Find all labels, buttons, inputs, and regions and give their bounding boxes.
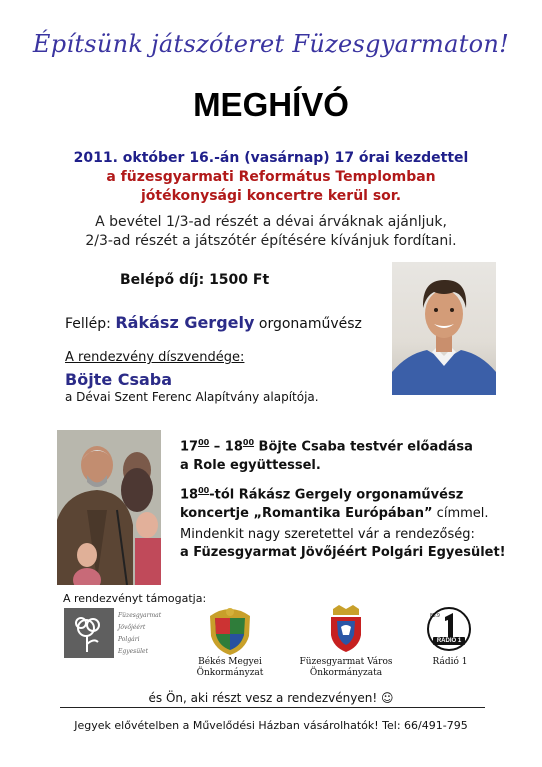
- event-venue: a füzesgyarmati Református Templomban: [106, 169, 436, 185]
- event-purpose: jótékonysági koncertre kerül sor.: [140, 188, 402, 204]
- program-item-2-text-a: koncertje: [180, 506, 254, 522]
- organizer-name: a Füzesgyarmat Jövőjéért Polgári Egyesület!: [180, 545, 506, 560]
- radio-badge-text: RÁDIÓ 1: [436, 638, 462, 644]
- income-line-2: 2/3-ad részét a játszótér építésére kívánjuk fordítani.: [85, 233, 457, 249]
- participants-line: és Ön, aki részt vesz a rendezvényen! ☺: [148, 691, 394, 705]
- radio-frequency: 88.9: [430, 613, 440, 619]
- county-caption: Békés Megyei Önkormányzat: [196, 657, 264, 678]
- program-item-1: [180, 433, 473, 475]
- program-item-1-text: Böjte Csaba testvér előadása: [254, 439, 473, 455]
- county-coat-of-arms: [205, 604, 255, 656]
- time-hour: 18: [180, 487, 199, 503]
- time-end-minute: 00: [242, 438, 255, 447]
- concert-title: „Romantika Európában”: [253, 506, 433, 522]
- program-item-2-line-1: [180, 481, 489, 504]
- guest-photo: [57, 430, 161, 585]
- guest-name: Böjte Csaba: [65, 370, 173, 389]
- program-item-2-text: -tól Rákász Gergely orgonaművész: [209, 487, 464, 503]
- performer-photo: [392, 262, 496, 395]
- time-start-hour: 17: [180, 439, 199, 455]
- town-caption: Füzesgyarmat Város Önkormányzata: [299, 657, 393, 678]
- entry-fee: Belépő díj: 1500 Ft: [120, 272, 270, 288]
- invitation-line-1: Mindenkit nagy szeretettel vár a rendezőség:: [180, 527, 475, 542]
- program-item-1-line-1: [180, 433, 473, 456]
- event-date: 2011. október 16.-án (vasárnap) 17 órai kezdettel: [73, 150, 469, 166]
- supporters-label: A rendezvényt támogatja:: [63, 592, 207, 605]
- performer-prefix: Fellép:: [65, 316, 111, 332]
- program-item-2-text-b: címmel.: [432, 506, 489, 522]
- radio-caption: Rádió 1: [432, 657, 468, 667]
- tagline: Építsünk játszóteret Füzesgyarmaton!: [32, 30, 510, 58]
- program-item-2-line-2: [180, 504, 489, 523]
- footer-divider: [60, 707, 485, 708]
- performer-name: Rákász Gergely: [115, 313, 255, 332]
- town-shield-icon: [327, 605, 365, 653]
- radio-logo: [427, 607, 471, 651]
- time-separator: –: [209, 439, 225, 455]
- time-end-hour: 18: [224, 439, 243, 455]
- program-item-2: [180, 481, 489, 523]
- performer-role: orgonaművész: [258, 316, 362, 332]
- ticket-info: Jegyek elővételben a Művelődési Házban vásárolhatók! Tel: 66/491-795: [74, 719, 468, 732]
- page-title: MEGHÍVÓ: [193, 86, 349, 123]
- coat-of-arms-icon: [205, 604, 255, 656]
- program-item-1-line-2: a Role együttessel.: [180, 458, 321, 474]
- flower-icon: [64, 608, 114, 658]
- association-logo-text: Füzesgyarmat Jövőjéért Polgári Egyesület: [118, 612, 162, 655]
- town-coat-of-arms: [327, 605, 365, 653]
- income-line-1: A bevétel 1/3-ad részét a dévai árváknak ajánljuk,: [95, 214, 447, 230]
- association-logo: [64, 608, 114, 658]
- guest-label: A rendezvény díszvendége:: [65, 350, 245, 365]
- guest-description: a Dévai Szent Ferenc Alapítvány alapítója.: [65, 390, 319, 404]
- performer-line: [65, 313, 362, 332]
- time-minute: 00: [198, 486, 210, 495]
- time-start-minute: 00: [198, 438, 210, 447]
